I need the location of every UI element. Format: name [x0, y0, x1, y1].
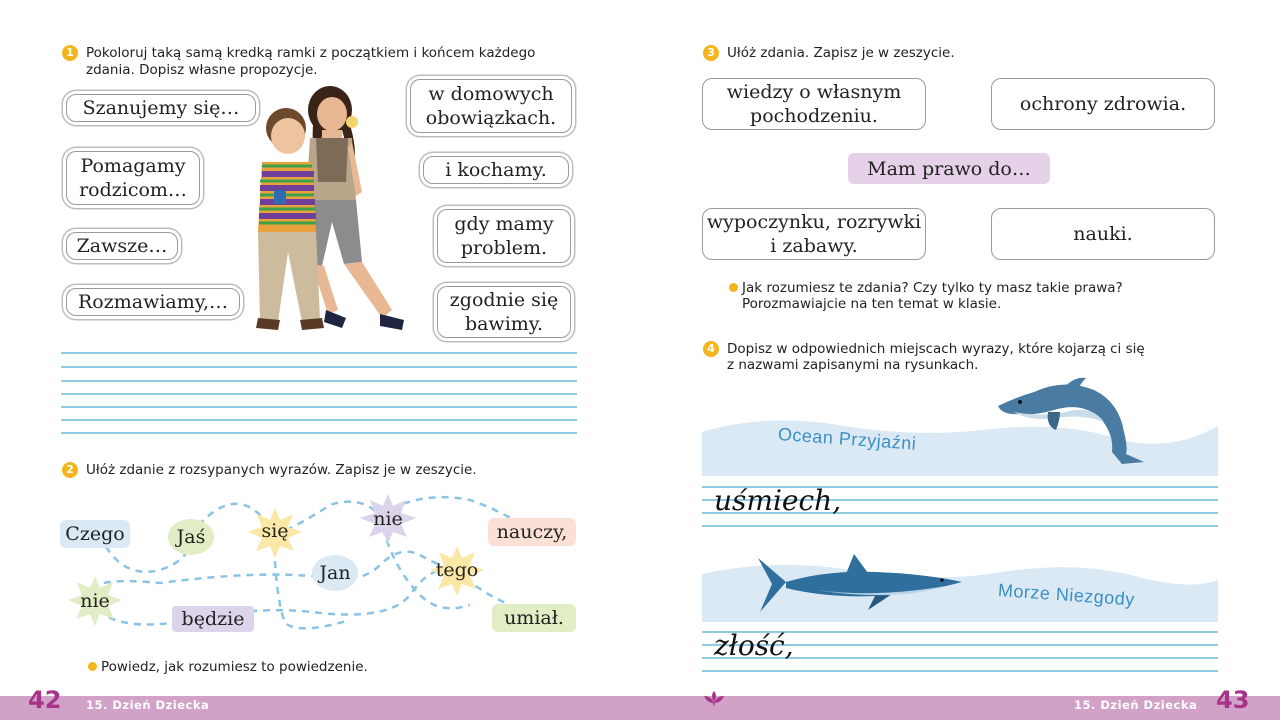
beginning-box-3[interactable]: Zawsze…	[66, 232, 178, 260]
word-jas[interactable]: Jaś	[168, 519, 214, 555]
writing-line[interactable]	[61, 419, 577, 421]
task4-instruction-line2: z nazwami zapisanymi na rysunkach.	[727, 357, 979, 373]
word-nie-1[interactable]: nie	[373, 508, 403, 530]
beginning-box-4[interactable]: Rozmawiamy,…	[66, 288, 240, 316]
writing-line[interactable]	[61, 352, 577, 354]
writing-line[interactable]	[61, 380, 577, 382]
rights-box-4[interactable]: nauki.	[991, 208, 1215, 260]
task2-instruction: Ułóż zdanie z rozsypanych wyrazów. Zapisz je w zeszycie.	[86, 462, 477, 478]
task3-bullet-line1: Jak rozumiesz te zdania? Czy tylko ty masz takie prawa?	[742, 280, 1123, 296]
rights-center-box: Mam prawo do…	[848, 153, 1050, 184]
rights-box-3[interactable]: wypoczynku, rozrywki i zabawy.	[702, 208, 926, 260]
task3-bullet-line2: Porozmawiajcie na ten temat w klasie.	[742, 296, 1002, 312]
writing-line[interactable]	[702, 670, 1218, 672]
task4-number-badge: 4	[703, 341, 719, 357]
word-bedzie[interactable]: będzie	[172, 606, 254, 632]
writing-line[interactable]	[61, 366, 577, 368]
bullet-dot	[88, 662, 97, 671]
word-umial[interactable]: umiał.	[492, 604, 576, 632]
word-sie[interactable]: się	[261, 520, 289, 542]
writing-line[interactable]	[61, 432, 577, 434]
bullet-dot	[729, 283, 738, 292]
task1-instruction-line1: Pokoloruj taką samą kredką ramki z początkiem i końcem każdego	[86, 45, 536, 61]
beginning-box-1[interactable]: Szanujemy się…	[66, 94, 256, 122]
ending-box-4[interactable]: zgodnie się bawimy.	[437, 286, 571, 338]
writing-line[interactable]	[61, 393, 577, 395]
right-page-number: 43	[1216, 686, 1250, 714]
rights-box-2[interactable]: ochrony zdrowia.	[991, 78, 1215, 130]
rights-box-1[interactable]: wiedzy o własnym pochodzeniu.	[702, 78, 926, 130]
task3-number-badge: 3	[703, 45, 719, 61]
task1-number-badge: 1	[62, 45, 78, 61]
writing-line[interactable]	[702, 525, 1218, 527]
ocean-label: Ocean Przyjaźni	[777, 424, 917, 454]
word-tego[interactable]: tego	[435, 559, 479, 581]
task1-instruction-line2: zdania. Dopisz własne propozycje.	[86, 62, 318, 78]
writing-line[interactable]	[61, 406, 577, 408]
task2-bullet-text: Powiedz, jak rozumiesz to powiedzenie.	[101, 659, 368, 675]
beginning-box-2[interactable]: Pomagamy rodzicom…	[66, 151, 200, 205]
children-photo-icon	[252, 82, 432, 344]
dolphin-icon	[994, 372, 1154, 468]
task4-instruction-line1: Dopisz w odpowiednich miejscach wyrazy, które kojarzą ci się	[727, 341, 1145, 357]
ending-box-2[interactable]: i kochamy.	[423, 156, 569, 184]
right-footer-title: 15. Dzień Dziecka	[1074, 698, 1198, 712]
task3-instruction: Ułóż zdania. Zapisz je w zeszycie.	[727, 45, 955, 61]
word-czego[interactable]: Czego	[60, 520, 130, 548]
ending-box-3[interactable]: gdy mamy problem.	[437, 209, 571, 263]
ocean-handwritten-word: uśmiech,	[714, 484, 842, 517]
left-page-number: 42	[28, 686, 62, 714]
shark-icon	[756, 552, 966, 616]
sea-label: Morze Niezgody	[997, 580, 1136, 610]
leaf-logo-icon	[703, 690, 725, 708]
ending-box-1[interactable]: w domowych obowiązkach.	[410, 79, 572, 133]
word-nauczy[interactable]: nauczy,	[488, 518, 576, 546]
word-jan[interactable]: Jan	[312, 555, 358, 591]
word-nie-2[interactable]: nie	[80, 590, 110, 612]
task2-number-badge: 2	[62, 462, 78, 478]
sea-handwritten-word: złość,	[714, 629, 794, 662]
left-footer-title: 15. Dzień Dziecka	[86, 698, 210, 712]
